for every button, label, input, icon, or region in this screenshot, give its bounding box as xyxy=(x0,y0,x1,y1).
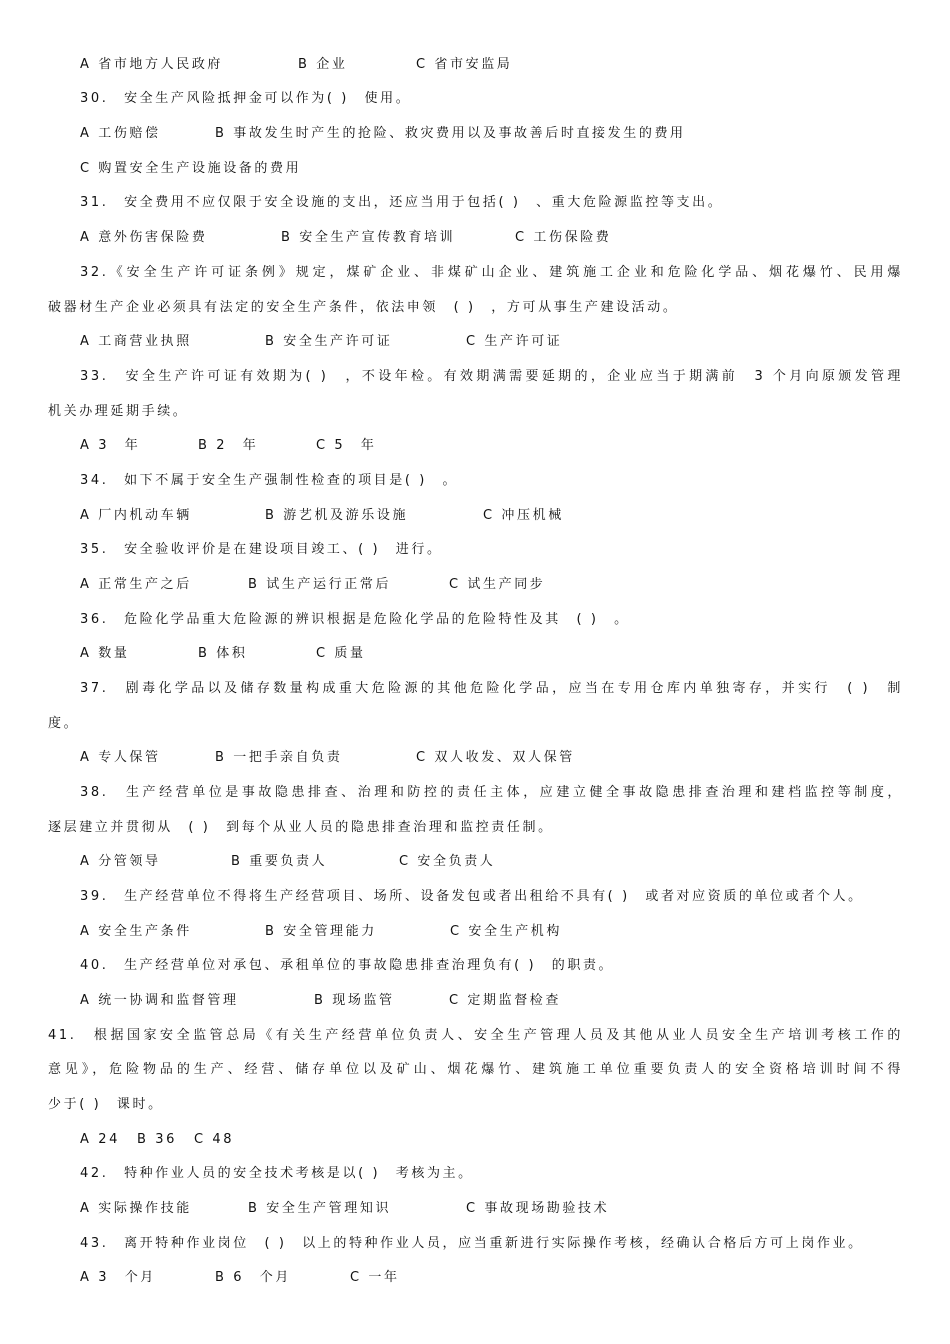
q31-option-b: B 安全生产宣传教育培训 xyxy=(281,230,456,245)
q35-options xyxy=(80,576,545,594)
q36-option-a: A 数量 xyxy=(80,646,130,661)
q41-stem-line-1: 41. 根据国家安全监管总局《有关生产经营单位负责人、安全生产管理人员及其他从业人员安全生产培训考核工作的 xyxy=(48,1028,903,1043)
q31-options xyxy=(80,229,611,247)
q33-stem-line-2: 机关办理延期手续。 xyxy=(48,404,189,419)
q39-option-b: B 安全管理能力 xyxy=(265,924,377,939)
q38-options xyxy=(80,853,495,871)
q32-options xyxy=(80,333,562,351)
q40-stem: 40. 生产经营单位对承包、承租单位的事故隐患排查治理负有( ) 的职责。 xyxy=(80,958,615,973)
q30-stem: 30. 安全生产风险抵押金可以作为( ) 使用。 xyxy=(80,91,412,106)
q39-stem: 39. 生产经营单位不得将生产经营项目、场所、设备发包或者出租给不具有( ) 或者对应资质的单位或者个人。 xyxy=(80,889,864,904)
q35-option-c: C 试生产同步 xyxy=(449,577,546,592)
q33-option-b: B 2 年 xyxy=(198,438,259,453)
q40-option-a: A 统一协调和监督管理 xyxy=(80,993,239,1008)
q40-option-c: C 定期监督检查 xyxy=(449,993,562,1008)
q43-stem: 43. 离开特种作业岗位 ( ) 以上的特种作业人员，应当重新进行实际操作考核，经确认合格后方可上岗作业。 xyxy=(80,1236,864,1251)
q29-options xyxy=(80,56,512,74)
q40-options xyxy=(80,992,561,1010)
q41-stem-line-2: 意见》，危险物品的生产、经营、储存单位以及矿山、烟花爆竹、建筑施工单位重要负责人的安全资格培训时间不得 xyxy=(48,1062,903,1077)
q33-option-c: C 5 年 xyxy=(316,438,377,453)
q37-option-c: C 双人收发、双人保管 xyxy=(416,750,575,765)
q37-option-b: B 一把手亲自负责 xyxy=(215,750,343,765)
q29-option-a: A 省市地方人民政府 xyxy=(80,57,224,72)
q38-stem-line-2: 逐层建立并贯彻从 ( ) 到每个从业人员的隐患排查治理和监控责任制。 xyxy=(48,820,554,835)
q32-option-a: A 工商营业执照 xyxy=(80,334,192,349)
q32-stem-line-1: 32.《安全生产许可证条例》规定，煤矿企业、非煤矿山企业、建筑施工企业和危险化学品、烟花爆竹、民用爆 xyxy=(80,265,903,280)
q39-option-c: C 安全生产机构 xyxy=(450,924,563,939)
q29-option-b: B 企业 xyxy=(298,57,348,72)
q32-stem-line-2: 破器材生产企业必须具有法定的安全生产条件，依法申领 ( ) ，方可从事生产建设活动。 xyxy=(48,300,679,315)
q30-option-a: A 工伤赔偿 xyxy=(80,126,161,141)
q38-option-c: C 安全负责人 xyxy=(399,854,496,869)
q41-option-b: B 36 xyxy=(137,1132,177,1147)
q37-option-a: A 专人保管 xyxy=(80,750,161,765)
q43-options xyxy=(80,1269,400,1287)
q38-option-a: A 分管领导 xyxy=(80,854,161,869)
q43-option-b: B 6 个月 xyxy=(215,1270,291,1285)
q42-stem: 42. 特种作业人员的安全技术考核是以( ) 考核为主。 xyxy=(80,1166,474,1181)
q37-options xyxy=(80,749,575,767)
q40-option-b: B 现场监管 xyxy=(314,993,395,1008)
q42-options xyxy=(80,1200,609,1218)
q32-option-c: C 生产许可证 xyxy=(466,334,563,349)
q39-options xyxy=(80,923,562,941)
q43-option-c: C 一年 xyxy=(350,1270,400,1285)
q33-options xyxy=(80,437,376,455)
q42-option-a: A 实际操作技能 xyxy=(80,1201,192,1216)
q34-option-a: A 厂内机动车辆 xyxy=(80,508,192,523)
q35-option-b: B 试生产运行正常后 xyxy=(248,577,392,592)
q35-stem: 35. 安全验收评价是在建设项目竣工、( ) 进行。 xyxy=(80,542,443,557)
q32-option-b: B 安全生产许可证 xyxy=(265,334,393,349)
q41-stem-line-3: 少于( ) 课时。 xyxy=(48,1097,164,1112)
q33-option-a: A 3 年 xyxy=(80,438,141,453)
q34-options xyxy=(80,507,564,525)
q42-option-b: B 安全生产管理知识 xyxy=(248,1201,392,1216)
q36-option-b: B 体积 xyxy=(198,646,248,661)
q31-option-c: C 工伤保险费 xyxy=(515,230,612,245)
q31-option-a: A 意外伤害保险费 xyxy=(80,230,208,245)
q36-stem: 36. 危险化学品重大危险源的辨识根据是危险化学品的危险特性及其 ( ) 。 xyxy=(80,612,630,627)
q30-option-c: C 购置安全生产设施设备的费用 xyxy=(80,161,302,176)
q30-option-b: B 事故发生时产生的抢险、救灾费用以及事故善后时直接发生的费用 xyxy=(215,126,686,141)
q39-option-a: A 安全生产条件 xyxy=(80,924,192,939)
q37-stem-line-2: 度。 xyxy=(48,716,80,731)
q41-options xyxy=(80,1131,234,1149)
q34-option-c: C 冲压机械 xyxy=(483,508,564,523)
q37-stem-line-1: 37. 剧毒化学品以及储存数量构成重大危险源的其他危险化学品，应当在专用仓库内单独寄存，并实行 ( ) 制 xyxy=(80,681,903,696)
q31-stem: 31. 安全费用不应仅限于安全设施的支出，还应当用于包括( ) 、重大危险源监控等支出。 xyxy=(80,195,724,210)
q38-option-b: B 重要负责人 xyxy=(231,854,328,869)
q42-option-c: C 事故现场勘验技术 xyxy=(466,1201,610,1216)
q35-option-a: A 正常生产之后 xyxy=(80,577,192,592)
q36-options xyxy=(80,645,366,663)
q30-options xyxy=(80,125,686,143)
q41-option-c: C 48 xyxy=(194,1132,235,1147)
q43-option-a: A 3 个月 xyxy=(80,1270,156,1285)
q36-option-c: C 质量 xyxy=(316,646,366,661)
q38-stem-line-1: 38. 生产经营单位是事故隐患排查、治理和防控的责任主体，应建立健全事故隐患排查治理和建档监控等制度， xyxy=(80,785,903,800)
q34-stem: 34. 如下不属于安全生产强制性检查的项目是( ) 。 xyxy=(80,473,459,488)
q29-option-c: C 省市安监局 xyxy=(416,57,513,72)
q41-option-a: A 24 xyxy=(80,1132,120,1147)
q33-stem-line-1: 33. 安全生产许可证有效期为( ) ，不设年检。有效期满需要延期的，企业应当于期满前 3 个月向原颁发管理 xyxy=(80,369,903,384)
q34-option-b: B 游艺机及游乐设施 xyxy=(265,508,409,523)
